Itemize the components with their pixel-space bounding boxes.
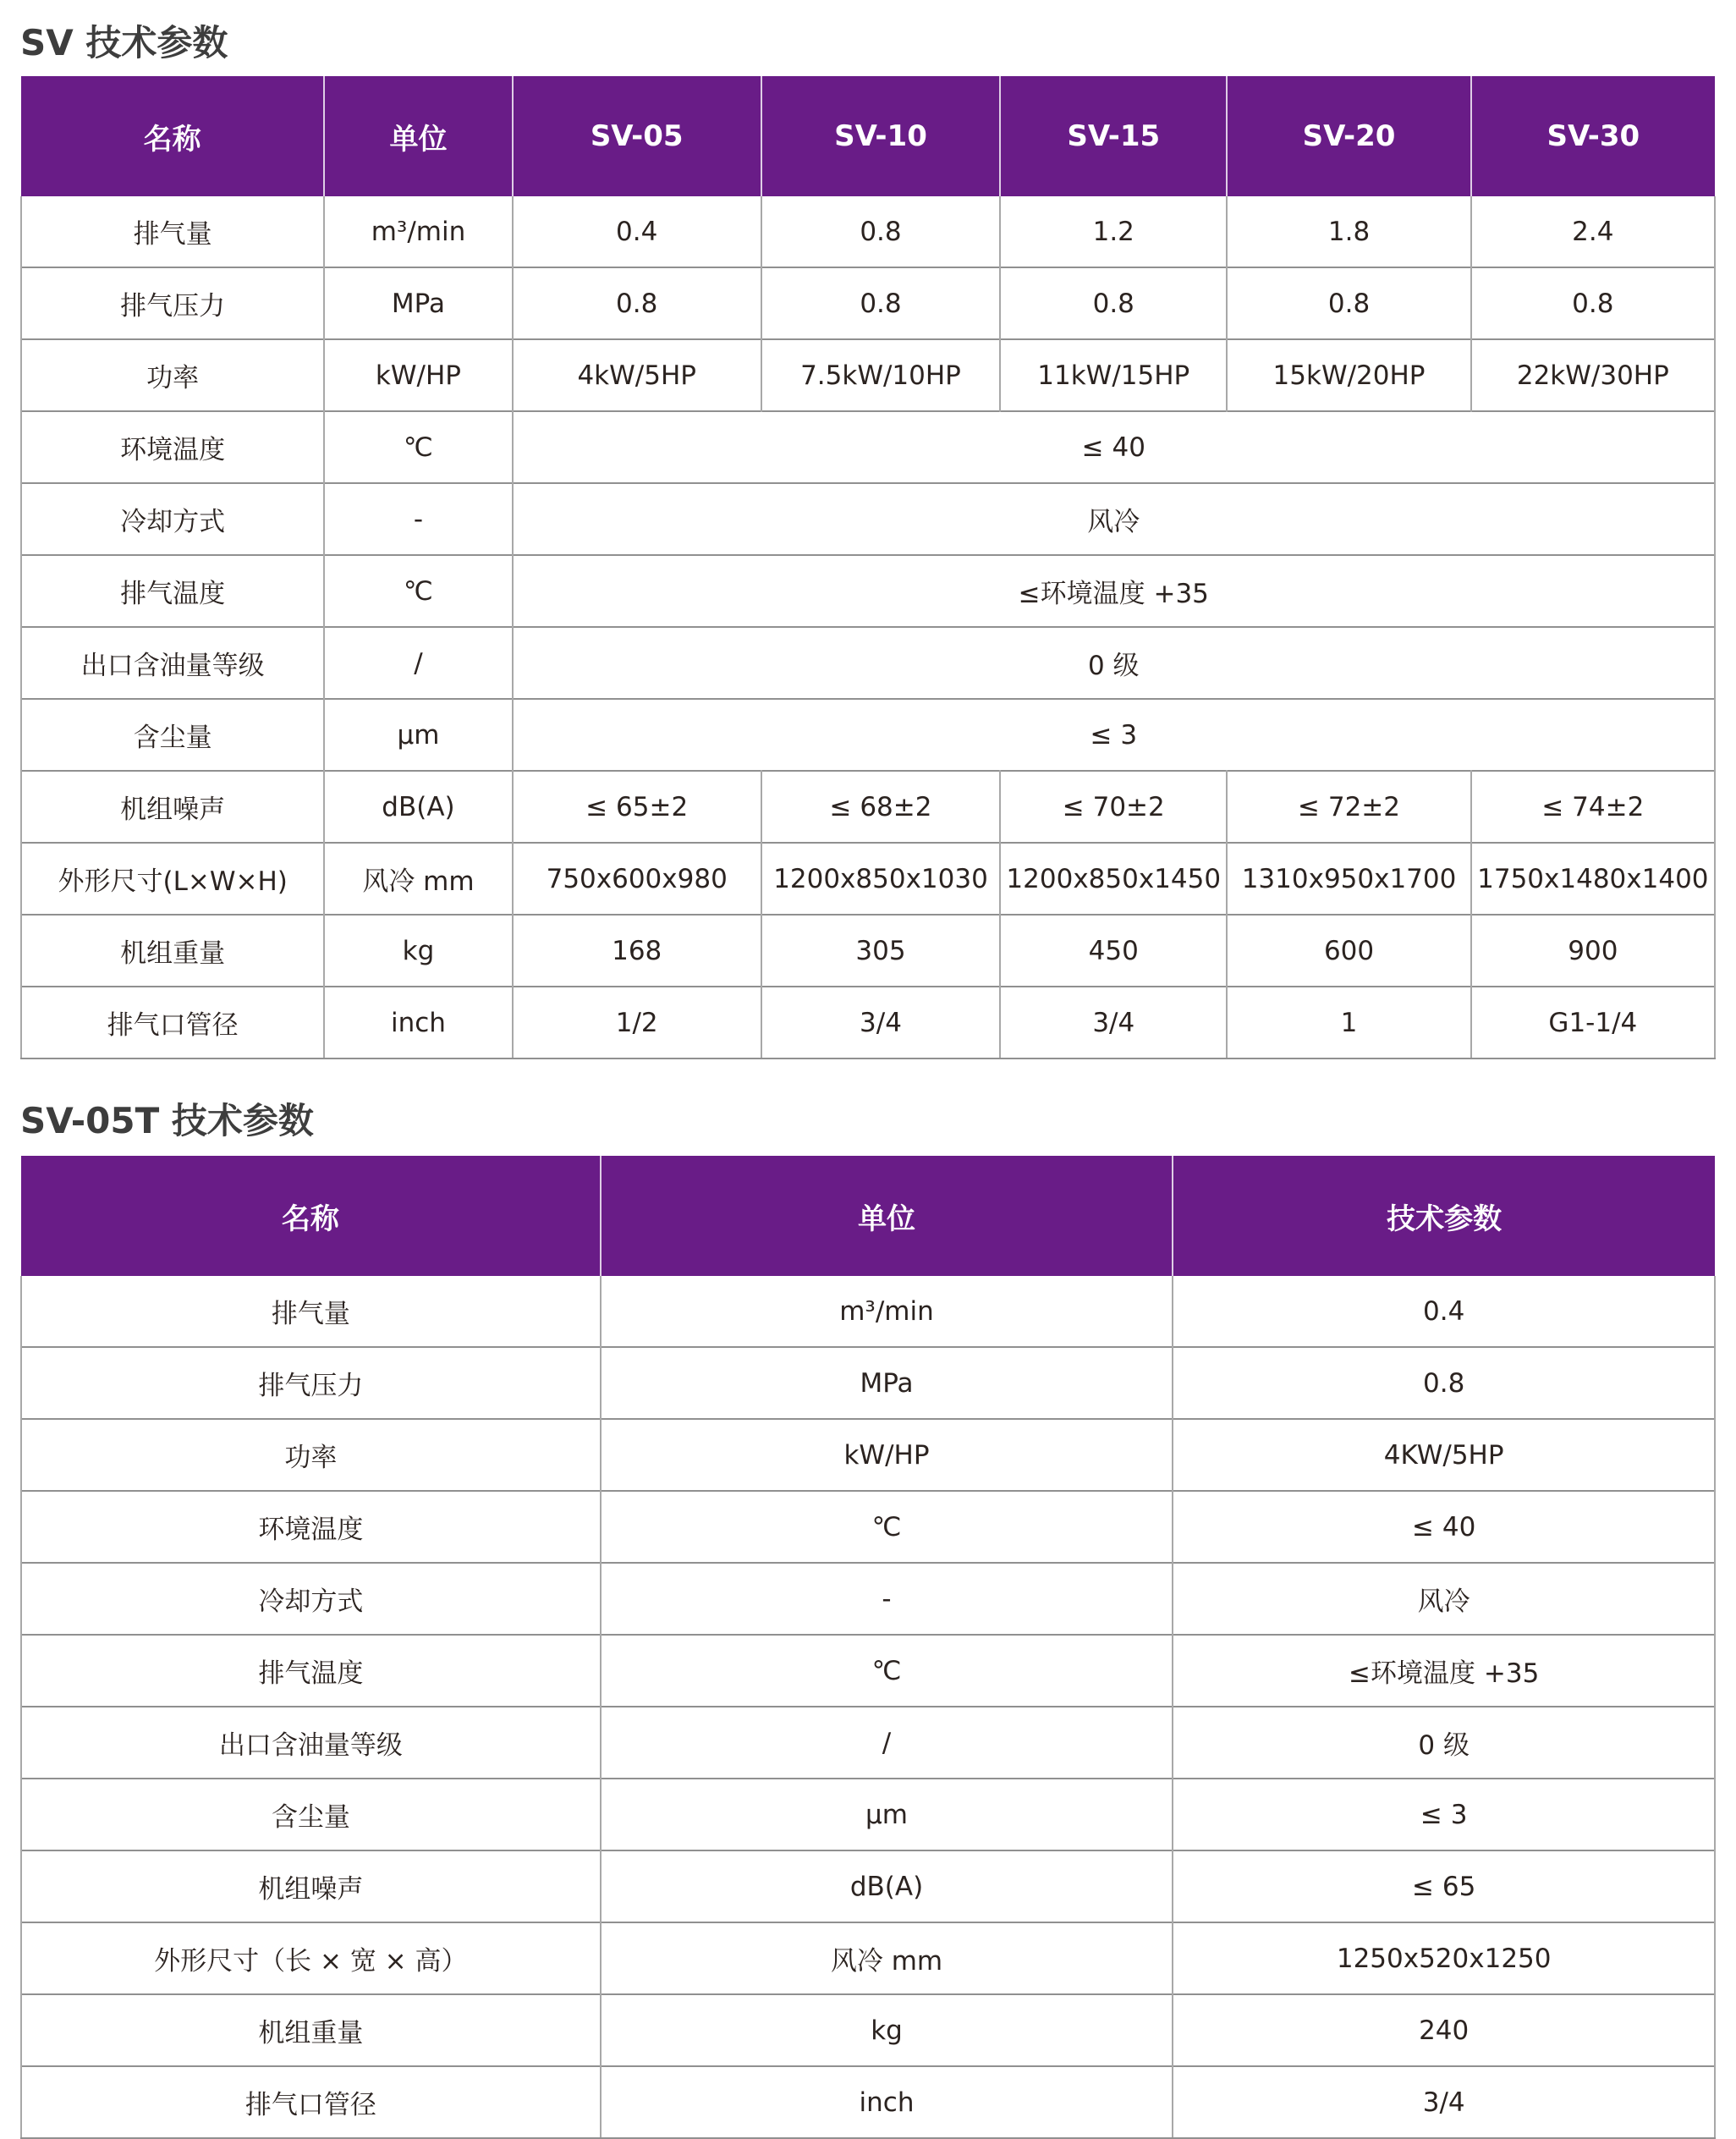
value-cell: 240 xyxy=(1173,1994,1715,2066)
unit-cell: ℃ xyxy=(601,1635,1173,1707)
table-row xyxy=(21,1419,1715,1491)
table-row xyxy=(21,1635,1715,1707)
value-cell: G1-1/4 xyxy=(1471,987,1715,1059)
value-cell: 风冷 xyxy=(513,483,1715,555)
value-cell: ≤ 40 xyxy=(513,411,1715,483)
unit-cell: MPa xyxy=(601,1347,1173,1419)
value-cell: 1200x850x1450 xyxy=(1000,843,1227,915)
value-cell: 0 级 xyxy=(513,627,1715,699)
table-header-cell: 名称 xyxy=(21,1156,601,1276)
param-name-cell: 排气口管径 xyxy=(21,987,324,1059)
sv-parameters-table xyxy=(20,76,1716,1059)
value-cell: 0.8 xyxy=(761,267,1000,339)
unit-cell: μm xyxy=(601,1779,1173,1850)
table-row xyxy=(21,411,1715,483)
unit-cell: inch xyxy=(601,2066,1173,2138)
value-cell: 1250x520x1250 xyxy=(1173,1922,1715,1994)
value-cell: 4KW/5HP xyxy=(1173,1419,1715,1491)
table-row xyxy=(21,843,1715,915)
param-name-cell: 排气量 xyxy=(21,1276,601,1347)
value-cell: ≤环境温度 +35 xyxy=(513,555,1715,627)
table-header-cell: 单位 xyxy=(324,76,512,196)
table-row xyxy=(21,196,1715,267)
param-name-cell: 机组噪声 xyxy=(21,771,324,843)
unit-cell: ℃ xyxy=(324,411,512,483)
value-cell: ≤ 40 xyxy=(1173,1491,1715,1563)
value-cell: 1750x1480x1400 xyxy=(1471,843,1715,915)
table-header-cell: 单位 xyxy=(601,1156,1173,1276)
unit-cell: m³/min xyxy=(601,1276,1173,1347)
value-cell: 0.8 xyxy=(1471,267,1715,339)
table-row xyxy=(21,1779,1715,1850)
param-name-cell: 冷却方式 xyxy=(21,483,324,555)
table-row xyxy=(21,267,1715,339)
param-name-cell: 出口含油量等级 xyxy=(21,1707,601,1779)
value-cell: ≤ 68±2 xyxy=(761,771,1000,843)
table-header-cell: SV-05 xyxy=(513,76,761,196)
value-cell: 600 xyxy=(1227,915,1470,987)
unit-cell: MPa xyxy=(324,267,512,339)
value-cell: 0.4 xyxy=(513,196,761,267)
param-name-cell: 外形尺寸(L×W×H) xyxy=(21,843,324,915)
table-row xyxy=(21,1994,1715,2066)
param-name-cell: 出口含油量等级 xyxy=(21,627,324,699)
table-header-cell: SV-10 xyxy=(761,76,1000,196)
param-name-cell: 含尘量 xyxy=(21,1779,601,1850)
param-name-cell: 外形尺寸（长 × 宽 × 高） xyxy=(21,1922,601,1994)
value-cell: 0.8 xyxy=(1000,267,1227,339)
param-name-cell: 含尘量 xyxy=(21,699,324,771)
value-cell: 750x600x980 xyxy=(513,843,761,915)
param-name-cell: 机组重量 xyxy=(21,915,324,987)
table-row xyxy=(21,1850,1715,1922)
value-cell: 0.8 xyxy=(513,267,761,339)
table-row xyxy=(21,2066,1715,2138)
value-cell: 1.8 xyxy=(1227,196,1470,267)
table-row xyxy=(21,339,1715,411)
value-cell: 168 xyxy=(513,915,761,987)
value-cell: 0.4 xyxy=(1173,1276,1715,1347)
table-row xyxy=(21,771,1715,843)
param-name-cell: 环境温度 xyxy=(21,1491,601,1563)
param-name-cell: 机组噪声 xyxy=(21,1850,601,1922)
unit-cell: / xyxy=(601,1707,1173,1779)
table-row xyxy=(21,1276,1715,1347)
table-row xyxy=(21,1563,1715,1635)
value-cell: 1310x950x1700 xyxy=(1227,843,1470,915)
table-header-cell: SV-20 xyxy=(1227,76,1470,196)
value-cell: 3/4 xyxy=(1173,2066,1715,2138)
value-cell: ≤ 3 xyxy=(513,699,1715,771)
value-cell: 450 xyxy=(1000,915,1227,987)
unit-cell: - xyxy=(601,1563,1173,1635)
value-cell: 1/2 xyxy=(513,987,761,1059)
table-row xyxy=(21,1707,1715,1779)
table-header-cell: SV-15 xyxy=(1000,76,1227,196)
value-cell: 305 xyxy=(761,915,1000,987)
unit-cell: kW/HP xyxy=(324,339,512,411)
value-cell: 0 级 xyxy=(1173,1707,1715,1779)
value-cell: ≤环境温度 +35 xyxy=(1173,1635,1715,1707)
unit-cell: / xyxy=(324,627,512,699)
param-name-cell: 排气口管径 xyxy=(21,2066,601,2138)
value-cell: 900 xyxy=(1471,915,1715,987)
value-cell: 3/4 xyxy=(761,987,1000,1059)
table-header-cell: 名称 xyxy=(21,76,324,196)
table-row xyxy=(21,483,1715,555)
unit-cell: kW/HP xyxy=(601,1419,1173,1491)
unit-cell: ℃ xyxy=(324,555,512,627)
table-row xyxy=(21,1922,1715,1994)
param-name-cell: 冷却方式 xyxy=(21,1563,601,1635)
param-name-cell: 功率 xyxy=(21,1419,601,1491)
value-cell: 3/4 xyxy=(1000,987,1227,1059)
unit-cell: kg xyxy=(601,1994,1173,2066)
table-row xyxy=(21,627,1715,699)
value-cell: ≤ 72±2 xyxy=(1227,771,1470,843)
table-header-cell: SV-30 xyxy=(1471,76,1715,196)
param-name-cell: 排气压力 xyxy=(21,1347,601,1419)
param-name-cell: 机组重量 xyxy=(21,1994,601,2066)
section-title-sv05t: SV-05T 技术参数 xyxy=(20,1100,314,1141)
value-cell: 2.4 xyxy=(1471,196,1715,267)
value-cell: 22kW/30HP xyxy=(1471,339,1715,411)
value-cell: 0.8 xyxy=(1227,267,1470,339)
unit-cell: 风冷 mm xyxy=(324,843,512,915)
value-cell: 1 xyxy=(1227,987,1470,1059)
table-row xyxy=(21,1347,1715,1419)
table-row xyxy=(21,987,1715,1059)
value-cell: 7.5kW/10HP xyxy=(761,339,1000,411)
unit-cell: dB(A) xyxy=(324,771,512,843)
unit-cell: inch xyxy=(324,987,512,1059)
param-name-cell: 功率 xyxy=(21,339,324,411)
sv05t-parameters-table xyxy=(20,1156,1716,2139)
value-cell: 0.8 xyxy=(1173,1347,1715,1419)
value-cell: ≤ 3 xyxy=(1173,1779,1715,1850)
value-cell: ≤ 65 xyxy=(1173,1850,1715,1922)
unit-cell: 风冷 mm xyxy=(601,1922,1173,1994)
value-cell: 0.8 xyxy=(761,196,1000,267)
unit-cell: - xyxy=(324,483,512,555)
unit-cell: dB(A) xyxy=(601,1850,1173,1922)
param-name-cell: 排气温度 xyxy=(21,1635,601,1707)
value-cell: ≤ 65±2 xyxy=(513,771,761,843)
section-title-sv: SV 技术参数 xyxy=(20,22,228,63)
table-row xyxy=(21,915,1715,987)
table-row xyxy=(21,699,1715,771)
param-name-cell: 环境温度 xyxy=(21,411,324,483)
param-name-cell: 排气压力 xyxy=(21,267,324,339)
value-cell: ≤ 70±2 xyxy=(1000,771,1227,843)
value-cell: 11kW/15HP xyxy=(1000,339,1227,411)
table-header-row xyxy=(21,1156,1715,1276)
param-name-cell: 排气量 xyxy=(21,196,324,267)
value-cell: 4kW/5HP xyxy=(513,339,761,411)
value-cell: 1200x850x1030 xyxy=(761,843,1000,915)
value-cell: ≤ 74±2 xyxy=(1471,771,1715,843)
param-name-cell: 排气温度 xyxy=(21,555,324,627)
unit-cell: kg xyxy=(324,915,512,987)
table-header-row xyxy=(21,76,1715,196)
unit-cell: ℃ xyxy=(601,1491,1173,1563)
value-cell: 风冷 xyxy=(1173,1563,1715,1635)
unit-cell: m³/min xyxy=(324,196,512,267)
unit-cell: μm xyxy=(324,699,512,771)
value-cell: 15kW/20HP xyxy=(1227,339,1470,411)
table-header-cell: 技术参数 xyxy=(1173,1156,1715,1276)
value-cell: 1.2 xyxy=(1000,196,1227,267)
table-row xyxy=(21,1491,1715,1563)
table-row xyxy=(21,555,1715,627)
